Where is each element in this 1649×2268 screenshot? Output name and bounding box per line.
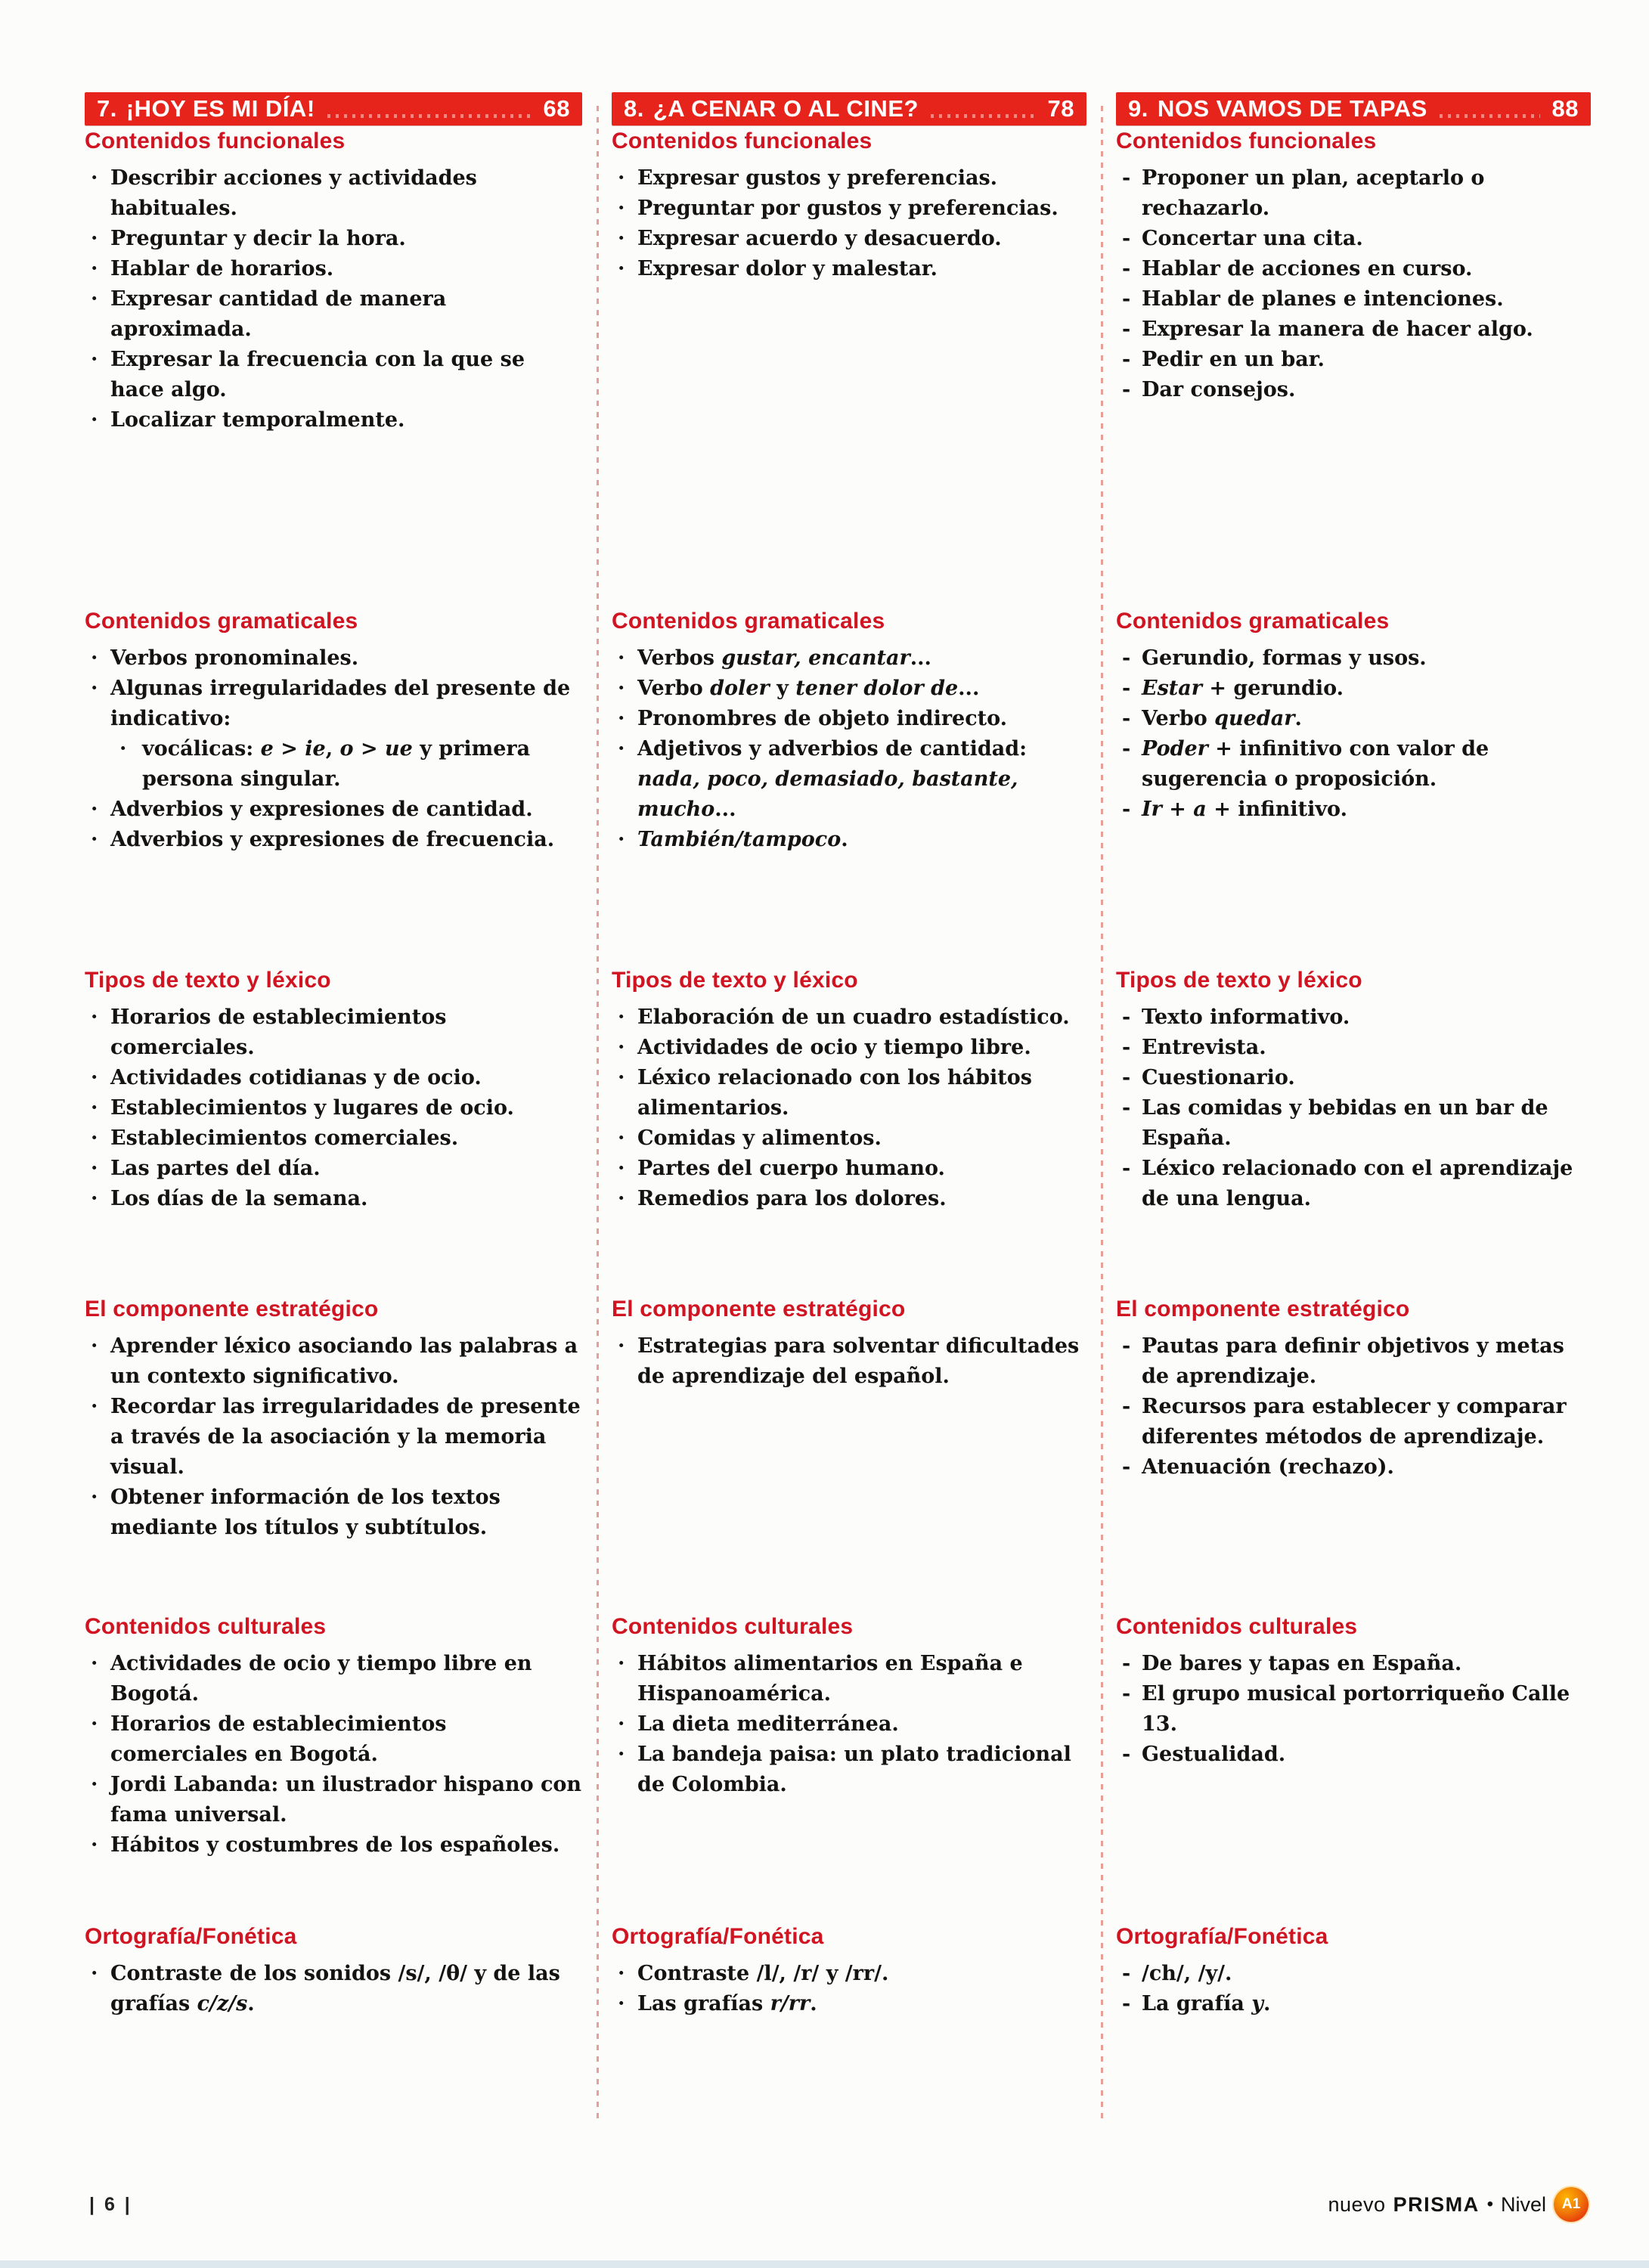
bullet-glyph: - (1122, 348, 1131, 371)
list-item-text: Texto informativo. (1142, 1005, 1350, 1029)
list-item (85, 1483, 582, 1543)
bullet-glyph: · (618, 1187, 625, 1210)
bullet-glyph: - (1122, 798, 1131, 821)
list-item (1116, 345, 1591, 375)
bullet-glyph: · (618, 707, 625, 730)
bullet-glyph: · (618, 166, 625, 190)
list-item-text: Obtener información de los textos mediante los títulos y subtítulos. (110, 1486, 501, 1539)
unit-8-section-funcionales (612, 129, 1086, 609)
section-item-list (1116, 1649, 1591, 1770)
section-item-list (85, 163, 582, 435)
section-item-list (85, 1649, 582, 1861)
list-item (85, 1830, 582, 1861)
page-footer (89, 2185, 1589, 2224)
bullet-glyph: · (618, 737, 625, 761)
list-item (85, 825, 582, 855)
bullet-glyph: - (1122, 1455, 1131, 1479)
unit-8-section-estrategico (612, 1297, 1086, 1614)
list-item (1116, 1331, 1591, 1392)
section-item-list (612, 1649, 1086, 1800)
list-item (1116, 284, 1591, 314)
bullet-glyph: · (91, 1126, 98, 1150)
list-item (85, 674, 582, 734)
list-item (1116, 1002, 1591, 1033)
list-item-text: Las grafías r/rr. (637, 1992, 817, 2015)
unit-page-number: 68 (543, 95, 570, 122)
list-item-text: Los días de la semana. (110, 1187, 368, 1210)
list-item (85, 224, 582, 254)
list-item (612, 224, 1086, 254)
bullet-glyph: · (91, 798, 98, 821)
bullet-glyph: · (618, 1652, 625, 1675)
unit-number: 8. (624, 95, 644, 122)
unit-8-header-bar (612, 92, 1086, 125)
list-item (612, 1002, 1086, 1033)
bullet-glyph: · (618, 1157, 625, 1180)
list-item (1116, 1033, 1591, 1063)
list-item (1116, 1740, 1591, 1770)
brand-level-label: Nivel (1500, 2192, 1546, 2216)
section-heading: Ortografía/Fonética (612, 1924, 824, 1949)
unit-8-section-ortografia (612, 1924, 1086, 2019)
list-item (1116, 1649, 1591, 1679)
bullet-glyph: - (1122, 646, 1131, 670)
unit-9-section-estrategico (1116, 1297, 1591, 1614)
bullet-glyph: · (91, 348, 98, 371)
bullet-glyph: - (1122, 737, 1131, 761)
bullet-glyph: · (618, 1036, 625, 1059)
bullet-glyph: · (618, 1126, 625, 1150)
list-item-text: Pronombres de objeto indirecto. (637, 707, 1008, 730)
bullet-glyph: · (618, 227, 625, 250)
list-item-text: Hábitos alimentarios en España e Hispanoamérica. (637, 1652, 1023, 1706)
list-item-text: Hábitos y costumbres de los españoles. (110, 1833, 560, 1857)
list-item (1116, 674, 1591, 704)
list-item (612, 1154, 1086, 1184)
bullet-glyph: · (91, 1395, 98, 1418)
section-heading: Contenidos gramaticales (85, 609, 358, 634)
list-item-text: Actividades cotidianas y de ocio. (110, 1066, 482, 1089)
bullet-glyph: - (1122, 227, 1131, 250)
bullet-glyph: · (91, 166, 98, 190)
list-item (1116, 1989, 1591, 2019)
dotted-leader (327, 114, 532, 118)
list-item-text: Adjetivos y adverbios de cantidad: nada, poco, demasiado, bastante, mucho... (637, 737, 1028, 821)
bullet-glyph: · (618, 1005, 625, 1029)
list-item (1116, 1679, 1591, 1740)
unit-9-section-funcionales (1116, 129, 1591, 609)
list-item (85, 1331, 582, 1392)
list-item (612, 1709, 1086, 1740)
unit-title: ¿A CENAR O AL CINE? (652, 95, 919, 122)
list-item-text: Expresar gustos y preferencias. (637, 166, 998, 190)
list-item (1116, 795, 1591, 825)
list-item (1116, 1959, 1591, 1989)
list-item-text: Las comidas y bebidas en un bar de España. (1142, 1096, 1548, 1150)
list-item-text: Expresar la manera de hacer algo. (1142, 318, 1533, 341)
list-item-text: Contraste de los sonidos /s/, /θ/ y de las grafías c/z/s. (110, 1962, 560, 2015)
section-heading: Contenidos culturales (612, 1614, 854, 1639)
list-item (1116, 704, 1591, 734)
list-item-text: Localizar temporalmente. (110, 408, 405, 432)
bullet-glyph: · (91, 1187, 98, 1210)
list-item-text: De bares y tapas en España. (1142, 1652, 1462, 1675)
list-item (612, 1184, 1086, 1214)
bullet-glyph: · (91, 1005, 98, 1029)
bullet-glyph: · (91, 1066, 98, 1089)
section-item-list (85, 1959, 582, 2019)
column-separator (1101, 106, 1103, 2124)
bullet-glyph: · (91, 408, 98, 432)
brand-nuevo: nuevo (1328, 2192, 1386, 2216)
unit-7-section-estrategico (85, 1297, 582, 1614)
section-heading: Contenidos funcionales (85, 129, 346, 153)
bullet-glyph: · (91, 257, 98, 280)
bullet-glyph: - (1122, 1395, 1131, 1418)
list-item-text: Hablar de horarios. (110, 257, 334, 280)
list-item-text: Describir acciones y actividades habituales. (110, 166, 477, 220)
bullet-glyph: · (618, 1066, 625, 1089)
bullet-glyph: · (91, 1712, 98, 1736)
list-item-text: Adverbios y expresiones de cantidad. (110, 798, 533, 821)
bullet-glyph: - (1122, 1036, 1131, 1059)
bullet-glyph: · (91, 828, 98, 851)
list-item (85, 405, 582, 435)
list-item-text: Expresar acuerdo y desacuerdo. (637, 227, 1002, 250)
list-item (85, 734, 582, 795)
bullet-glyph: - (1122, 1992, 1131, 2015)
section-heading: Ortografía/Fonética (85, 1924, 297, 1949)
unit-number: 7. (97, 95, 117, 122)
section-heading: Tipos de texto y léxico (85, 968, 331, 993)
section-heading: El componente estratégico (612, 1297, 906, 1321)
list-item (1116, 314, 1591, 345)
unit-page-number: 78 (1047, 95, 1074, 122)
bullet-glyph: · (91, 1652, 98, 1675)
list-item-text: Pedir en un bar. (1142, 348, 1325, 371)
brand-prisma: PRISMA (1393, 2192, 1480, 2216)
unit-7-section-texto-lexico (85, 968, 582, 1297)
bullet-glyph: · (618, 828, 625, 851)
bullet-glyph: - (1122, 1334, 1131, 1358)
list-item-text: Las partes del día. (110, 1157, 321, 1180)
list-item-text: Recursos para establecer y comparar diferentes métodos de aprendizaje. (1142, 1395, 1567, 1448)
list-item (85, 284, 582, 345)
unit-8-section-gramaticales (612, 609, 1086, 968)
list-item-text: La dieta mediterránea. (637, 1712, 899, 1736)
list-item (612, 1740, 1086, 1800)
section-item-list (1116, 1959, 1591, 2019)
unit-8-section-texto-lexico (612, 968, 1086, 1297)
list-item (612, 254, 1086, 284)
list-item (1116, 1063, 1591, 1093)
bullet-glyph: · (618, 646, 625, 670)
list-item (85, 163, 582, 224)
list-item-text: También/tampoco. (637, 828, 848, 851)
bullet-glyph: · (618, 677, 625, 700)
column-separator (597, 106, 599, 2124)
bullet-glyph: · (91, 1833, 98, 1857)
list-item-text: Hablar de planes e intenciones. (1142, 287, 1504, 311)
list-item (85, 345, 582, 405)
unit-7-section-funcionales (85, 129, 582, 609)
section-heading: Tipos de texto y léxico (1116, 968, 1362, 993)
section-heading: Contenidos funcionales (612, 129, 873, 153)
list-item-text: vocálicas: e > ie, o > ue y primera persona singular. (142, 737, 531, 791)
bullet-glyph: - (1122, 1652, 1131, 1675)
list-item (1116, 734, 1591, 795)
bullet-glyph: - (1122, 318, 1131, 341)
list-item (612, 1123, 1086, 1154)
list-item-text: Actividades de ocio y tiempo libre. (637, 1036, 1031, 1059)
list-item-text: Horarios de establecimientos comerciales. (110, 1005, 447, 1059)
unit-7-header-bar (85, 92, 582, 125)
list-item (85, 1093, 582, 1123)
list-item (85, 254, 582, 284)
bullet-glyph: · (91, 1157, 98, 1180)
bullet-glyph: · (91, 1962, 98, 1985)
list-item (85, 1649, 582, 1709)
list-item-text: Remedios para los dolores. (637, 1187, 947, 1210)
list-item (612, 1649, 1086, 1709)
list-item (612, 194, 1086, 224)
section-item-list (612, 1002, 1086, 1214)
page-number: | 6 | (89, 2193, 132, 2215)
section-heading: Contenidos funcionales (1116, 129, 1377, 153)
bullet-glyph: · (91, 1773, 98, 1796)
bullet-glyph: - (1122, 1962, 1131, 1985)
list-item-text: Adverbios y expresiones de frecuencia. (110, 828, 555, 851)
bullet-glyph: · (91, 227, 98, 250)
section-item-list (612, 1331, 1086, 1392)
list-item-text: Elaboración de un cuadro estadístico. (637, 1005, 1070, 1029)
section-heading: Contenidos gramaticales (612, 609, 885, 634)
bullet-glyph: · (618, 1712, 625, 1736)
section-item-list (85, 1331, 582, 1543)
list-item (85, 1709, 582, 1770)
section-heading: El componente estratégico (1116, 1297, 1410, 1321)
unit-page-number: 88 (1551, 95, 1579, 122)
list-item (85, 1184, 582, 1214)
contents-grid (85, 92, 1591, 2019)
section-heading: Ortografía/Fonética (1116, 1924, 1328, 1949)
list-item-text: Comidas y alimentos. (637, 1126, 882, 1150)
unit-8-section-culturales (612, 1614, 1086, 1924)
list-item-text: /ch/, /y/. (1142, 1962, 1232, 1985)
list-item-text: Poder + infinitivo con valor de sugerencia o proposición. (1142, 737, 1489, 791)
list-item (612, 1959, 1086, 1989)
list-item-text: Contraste /l/, /r/ y /rr/. (637, 1962, 889, 1985)
list-item-text: Estar + gerundio. (1142, 677, 1344, 700)
list-item (85, 1123, 582, 1154)
unit-7-section-culturales (85, 1614, 582, 1924)
section-heading: El componente estratégico (85, 1297, 379, 1321)
section-item-list (85, 1002, 582, 1214)
brand-line (1328, 2187, 1589, 2222)
list-item (612, 1331, 1086, 1392)
bullet-glyph: · (91, 677, 98, 700)
section-item-list (1116, 1331, 1591, 1483)
bullet-glyph: · (91, 1096, 98, 1120)
list-item-text: Actividades de ocio y tiempo libre en Bogotá. (110, 1652, 532, 1706)
list-item-text: Expresar dolor y malestar. (637, 257, 938, 280)
bullet-glyph: · (91, 1486, 98, 1509)
list-item (612, 825, 1086, 855)
list-item (1116, 643, 1591, 674)
list-item (612, 1989, 1086, 2019)
section-heading: Tipos de texto y léxico (612, 968, 858, 993)
list-item (612, 674, 1086, 704)
list-item-text: Preguntar por gustos y preferencias. (637, 197, 1059, 220)
bullet-glyph: - (1122, 677, 1131, 700)
bullet-glyph: - (1122, 1096, 1131, 1120)
list-item-text: Establecimientos y lugares de ocio. (110, 1096, 514, 1120)
brand-separator-dot: • (1486, 2194, 1493, 2214)
bullet-glyph: - (1122, 1066, 1131, 1089)
section-item-list (612, 643, 1086, 855)
list-item (85, 643, 582, 674)
bullet-glyph: - (1122, 1157, 1131, 1180)
bullet-glyph: - (1122, 287, 1131, 311)
list-item (85, 1392, 582, 1483)
list-item (1116, 1392, 1591, 1452)
list-item-text: Proponer un plan, aceptarlo o rechazarlo. (1142, 166, 1485, 220)
section-item-list (612, 163, 1086, 284)
bullet-glyph: - (1122, 257, 1131, 280)
bullet-glyph: · (618, 1992, 625, 2015)
list-item-text: Pautas para definir objetivos y metas de aprendizaje. (1142, 1334, 1564, 1388)
list-item (1116, 224, 1591, 254)
bullet-glyph: · (618, 257, 625, 280)
list-item-text: Recordar las irregularidades de presente a través de la asociación y la memoria visual. (110, 1395, 581, 1479)
bullet-glyph: - (1122, 707, 1131, 730)
bullet-glyph: · (119, 737, 127, 761)
list-item-text: La bandeja paisa: un plato tradicional de Colombia. (637, 1743, 1071, 1796)
section-item-list (1116, 163, 1591, 405)
list-item-text: Concertar una cita. (1142, 227, 1363, 250)
list-item-text: Gestualidad. (1142, 1743, 1286, 1766)
section-heading: Contenidos culturales (85, 1614, 327, 1639)
section-item-list (612, 1959, 1086, 2019)
bullet-glyph: · (618, 1334, 625, 1358)
list-item-text: Verbos pronominales. (110, 646, 359, 670)
unit-7-section-gramaticales (85, 609, 582, 968)
list-item-text: Atenuación (rechazo). (1142, 1455, 1394, 1479)
list-item (85, 795, 582, 825)
unit-9-section-texto-lexico (1116, 968, 1591, 1297)
list-item (612, 1033, 1086, 1063)
bullet-glyph: · (91, 287, 98, 311)
level-badge-icon: A1 (1554, 2187, 1589, 2222)
unit-number: 9. (1128, 95, 1148, 122)
unit-title: NOS VAMOS DE TAPAS (1157, 95, 1427, 122)
bullet-glyph: · (618, 197, 625, 220)
dotted-leader (1440, 114, 1540, 118)
bullet-glyph: - (1122, 378, 1131, 401)
list-item-text: Dar consejos. (1142, 378, 1296, 401)
unit-7-section-ortografia (85, 1924, 582, 2019)
list-item-text: Cuestionario. (1142, 1066, 1295, 1089)
list-item (1116, 375, 1591, 405)
section-item-list (85, 643, 582, 855)
list-item-text: Léxico relacionado con los hábitos alimentarios. (637, 1066, 1032, 1120)
bullet-glyph: · (91, 646, 98, 670)
list-item-text: Horarios de establecimientos comerciales en Bogotá. (110, 1712, 447, 1766)
section-heading: Contenidos culturales (1116, 1614, 1358, 1639)
list-item (85, 1063, 582, 1093)
list-item (612, 1063, 1086, 1123)
list-item-text: Ir + a + infinitivo. (1142, 798, 1347, 821)
list-item-text: Aprender léxico asociando las palabras a un contexto significativo. (110, 1334, 578, 1388)
list-item-text: Gerundio, formas y usos. (1142, 646, 1427, 670)
section-item-list (1116, 643, 1591, 825)
list-item (85, 1002, 582, 1063)
list-item-text: Verbo doler y tener dolor de... (637, 677, 980, 700)
unit-9-section-gramaticales (1116, 609, 1591, 968)
list-item (1116, 1452, 1591, 1483)
list-item-text: La grafía y. (1142, 1992, 1271, 2015)
list-item-text: Léxico relacionado con el aprendizaje de una lengua. (1142, 1157, 1573, 1210)
list-item-text: Algunas irregularidades del presente de indicativo: (110, 677, 571, 730)
list-item-text: Expresar la frecuencia con la que se hace algo. (110, 348, 525, 401)
unit-9-header-bar (1116, 92, 1591, 125)
list-item-text: Partes del cuerpo humano. (637, 1157, 945, 1180)
section-item-list (1116, 1002, 1591, 1214)
list-item-text: Establecimientos comerciales. (110, 1126, 459, 1150)
bullet-glyph: · (618, 1962, 625, 1985)
list-item-text: Verbo quedar. (1142, 707, 1302, 730)
list-item (612, 734, 1086, 825)
dotted-leader (931, 114, 1036, 118)
unit-9-section-ortografia (1116, 1924, 1591, 2019)
list-item (1116, 1154, 1591, 1214)
list-item (85, 1770, 582, 1830)
bullet-glyph: - (1122, 1682, 1131, 1706)
list-item (1116, 1093, 1591, 1154)
scan-edge-strip (0, 2260, 1649, 2268)
bullet-glyph: · (91, 1334, 98, 1358)
bullet-glyph: - (1122, 1005, 1131, 1029)
list-item (1116, 254, 1591, 284)
bullet-glyph: - (1122, 1743, 1131, 1766)
list-item (612, 643, 1086, 674)
list-item-text: Verbos gustar, encantar... (637, 646, 931, 670)
list-item (612, 704, 1086, 734)
unit-9-section-culturales (1116, 1614, 1591, 1924)
list-item-text: Hablar de acciones en curso. (1142, 257, 1473, 280)
list-item-text: Expresar cantidad de manera aproximada. (110, 287, 447, 341)
list-item-text: Entrevista. (1142, 1036, 1266, 1059)
section-heading: Contenidos gramaticales (1116, 609, 1390, 634)
bullet-glyph: · (618, 1743, 625, 1766)
list-item (1116, 163, 1591, 224)
list-item (85, 1154, 582, 1184)
list-item-text: Preguntar y decir la hora. (110, 227, 406, 250)
list-item (85, 1959, 582, 2019)
unit-title: ¡HOY ES MI DÍA! (126, 95, 315, 122)
list-item-text: El grupo musical portorriqueño Calle 13. (1142, 1682, 1570, 1736)
bullet-glyph: - (1122, 166, 1131, 190)
list-item-text: Jordi Labanda: un ilustrador hispano con fama universal. (110, 1773, 582, 1826)
list-item-text: Estrategias para solventar dificultades de aprendizaje del español. (637, 1334, 1080, 1388)
list-item (612, 163, 1086, 194)
